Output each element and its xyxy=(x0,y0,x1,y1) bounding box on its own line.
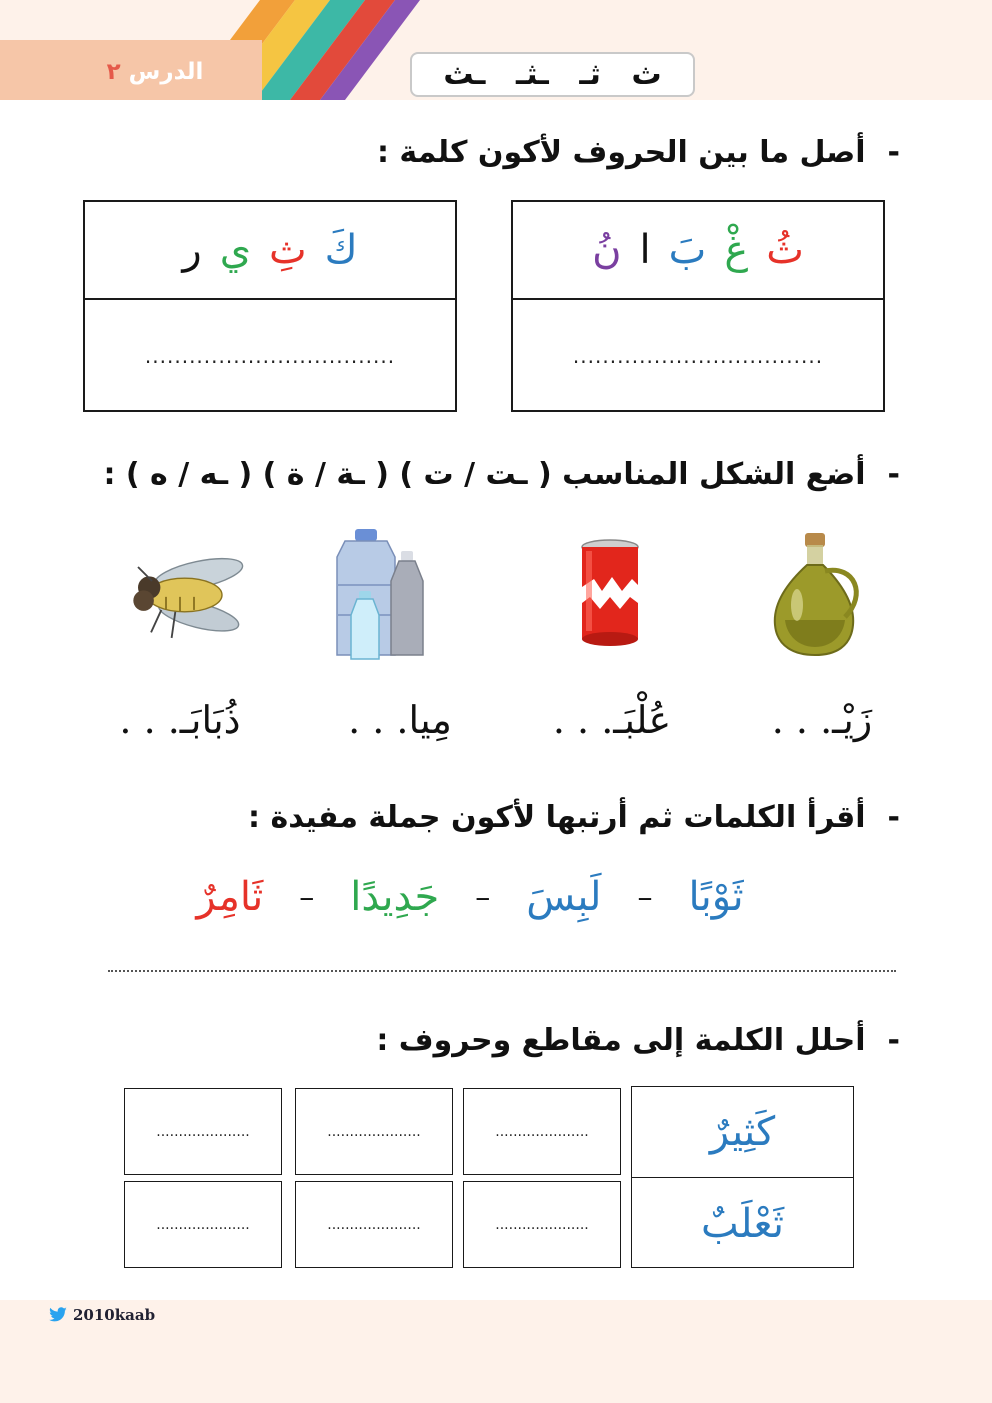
scrambled-words-row xyxy=(100,862,840,932)
letter-tile: نُ xyxy=(592,227,622,273)
letters-box-right xyxy=(511,200,885,412)
syllable-cell[interactable]: ..................... xyxy=(124,1181,282,1268)
exercise-2-heading xyxy=(80,452,900,498)
letter-tile: ر xyxy=(182,227,202,273)
answer-field-left[interactable]: .................................. xyxy=(144,344,396,368)
letter-tile: ثُ xyxy=(766,227,804,273)
word-separator: – xyxy=(299,879,315,915)
heading-dash: - xyxy=(887,1023,900,1058)
scrambled-word: جَدِيدًا xyxy=(350,874,440,920)
letter-form-final: ـث xyxy=(443,56,486,92)
oil-bottle-icon xyxy=(745,525,885,665)
lesson-number: ٢ xyxy=(106,59,121,85)
letters-box-left xyxy=(83,200,457,412)
analysis-word-cell xyxy=(632,1178,853,1269)
letter-form-initial: ثـ xyxy=(579,56,601,92)
exercise-2-title: أضع الشكل المناسب ( ـت / ت ) ( ـة / ة ) ( ـه / ه ) : xyxy=(103,457,866,492)
syllable-cell[interactable]: ..................... xyxy=(463,1088,621,1175)
exercise-3-title: أقرأ الكلمات ثم أرتبها لأكون جملة مفيدة : xyxy=(248,800,866,835)
analysis-words-column xyxy=(631,1086,854,1268)
soda-can-icon xyxy=(540,525,680,665)
water-bottles-icon xyxy=(315,525,455,665)
scrambled-word: ثَامِرٌ xyxy=(196,874,264,920)
analysis-word: ثَعْلَبٌ xyxy=(701,1200,784,1247)
word-blank-water[interactable]: مِيا. . . xyxy=(348,698,452,742)
word-separator: – xyxy=(475,879,491,915)
exercise-1-title: أصل ما بين الحروف لأكون كلمة : xyxy=(376,135,866,170)
scrambled-word: لَبِسَ xyxy=(526,874,602,920)
letter-form-medial: ـثـ xyxy=(515,56,549,92)
letter-tile: ي xyxy=(219,227,251,273)
letter-tile: بَ xyxy=(668,227,707,273)
letter-tile: ا xyxy=(639,227,651,273)
sentence-answer-line[interactable] xyxy=(108,970,896,974)
analysis-word: كَثِيرٌ xyxy=(709,1109,776,1155)
fly-icon xyxy=(110,525,250,665)
analysis-word-cell xyxy=(632,1087,853,1178)
scrambled-word: ثَوْبًا xyxy=(688,874,744,920)
letter-tile: ثِ xyxy=(269,227,307,273)
exercise-3-heading xyxy=(80,795,900,841)
heading-dash: - xyxy=(887,457,900,492)
lesson-title xyxy=(60,52,250,92)
letter-tile: غْ xyxy=(724,227,749,273)
letter-tile: كَ xyxy=(324,227,358,273)
letters-row-left xyxy=(85,202,455,300)
syllable-cell[interactable]: ..................... xyxy=(124,1088,282,1175)
exercise-4-heading xyxy=(80,1018,900,1064)
word-blank-fly[interactable]: ذُبَابَـ. . . xyxy=(119,698,241,742)
syllable-cell[interactable]: ..................... xyxy=(295,1181,453,1268)
letter-form-isolated: ث xyxy=(631,56,662,92)
footer-credit xyxy=(48,1303,155,1327)
exercise-4-title: أحلل الكلمة إلى مقاطع وحروف : xyxy=(376,1023,866,1058)
footer-credit-text: 2010kaab xyxy=(73,1306,156,1324)
heading-dash: - xyxy=(887,135,900,170)
word-blank-can[interactable]: عُلْبَـ. . . xyxy=(552,698,672,742)
syllable-cell[interactable]: ..................... xyxy=(295,1088,453,1175)
letters-row-right xyxy=(513,202,883,300)
syllable-cell[interactable]: ..................... xyxy=(463,1181,621,1268)
exercise-1-heading xyxy=(80,130,900,176)
word-separator: – xyxy=(637,879,653,915)
twitter-bird-icon xyxy=(48,1307,68,1323)
heading-dash: - xyxy=(887,800,900,835)
word-blank-oil[interactable]: زَيْـ. . . xyxy=(771,698,873,742)
letter-forms-box xyxy=(410,52,695,97)
lesson-label-text: الدرس xyxy=(128,59,204,85)
answer-field-right[interactable]: .................................. xyxy=(572,344,824,368)
